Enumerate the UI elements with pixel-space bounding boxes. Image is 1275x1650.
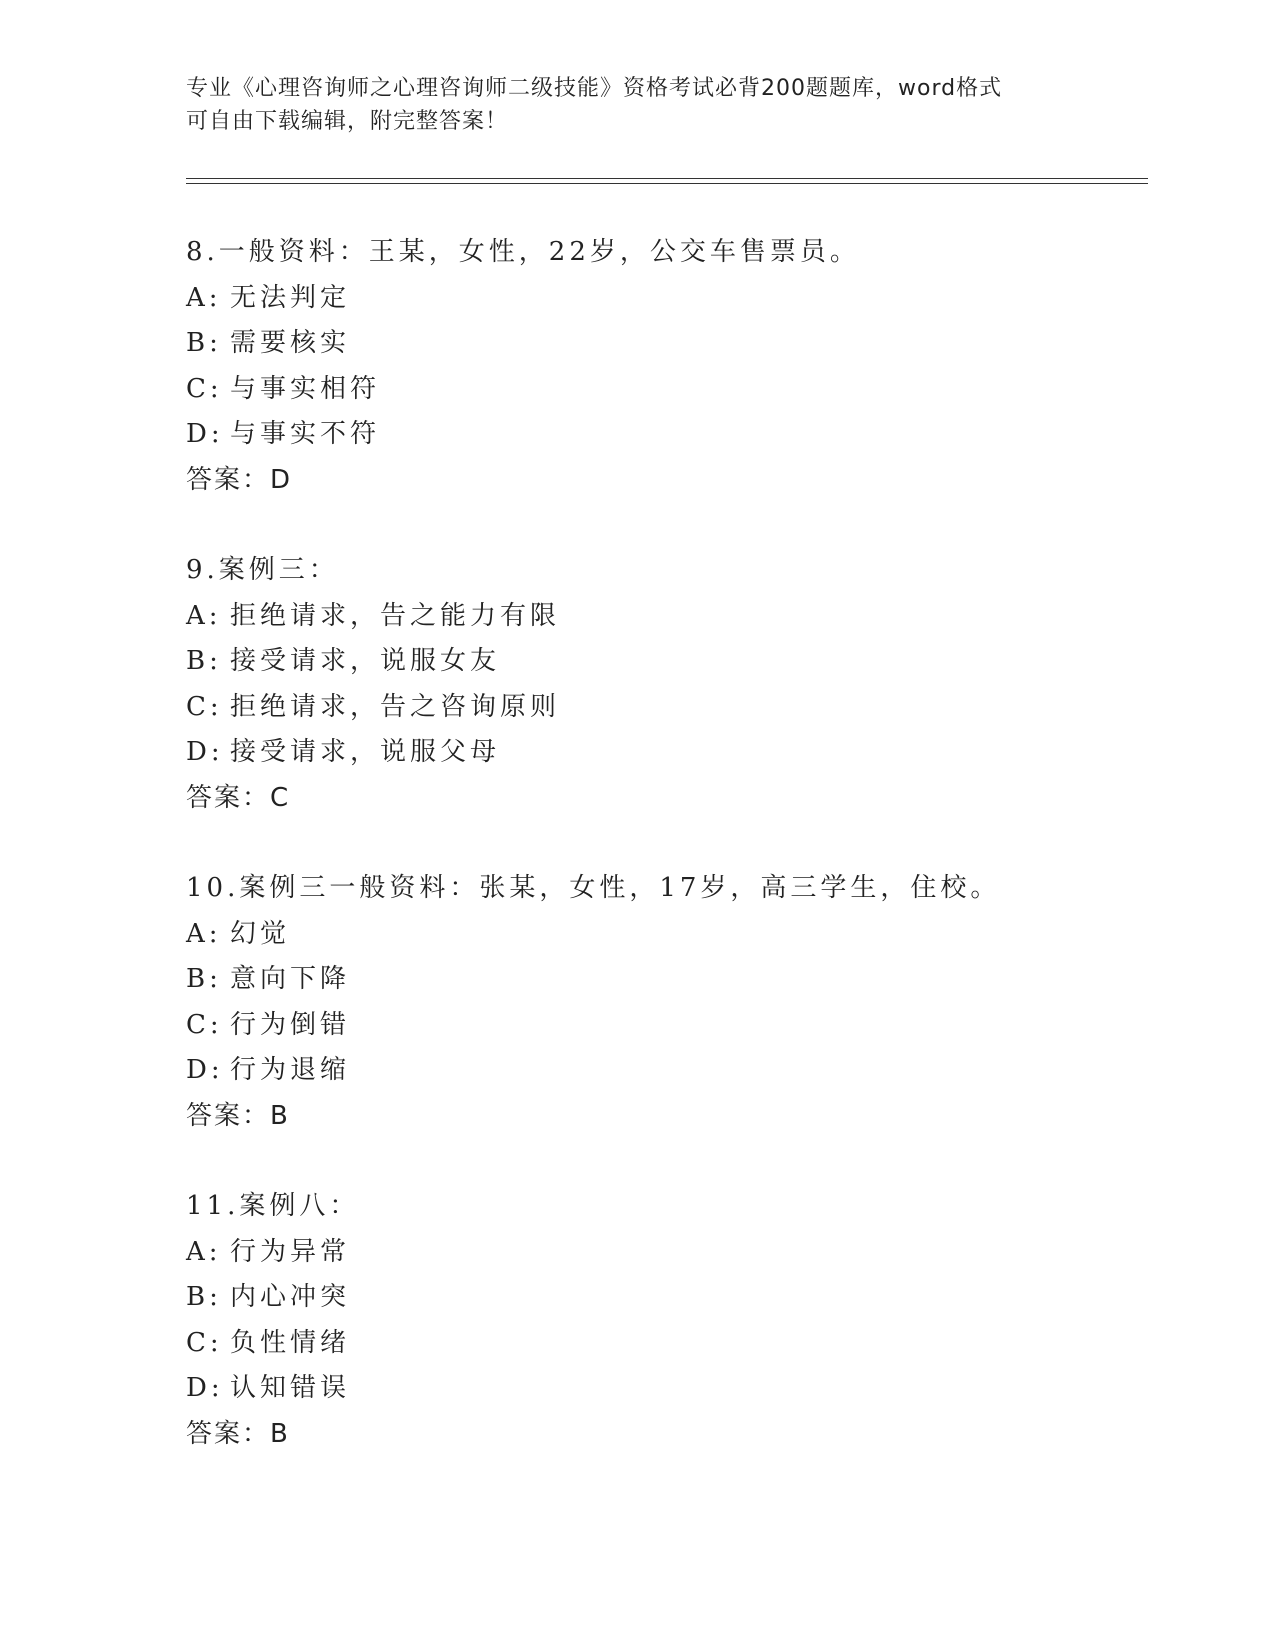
option-text: 内心冲突 (230, 1282, 351, 1312)
option-b (186, 957, 1146, 1003)
option-key: D: (186, 1055, 224, 1085)
option-key: C: (186, 1327, 223, 1358)
option-c (186, 685, 1146, 731)
option-text: 接受请求，说服女友 (230, 646, 501, 676)
question-stem: 10.案例三一般资料：张某，女性，17岁，高三学生，住校。 (186, 873, 1001, 903)
option-text: 与事实相符 (230, 373, 381, 404)
option-text: 无法判定 (230, 282, 351, 313)
option-text: 幻觉 (230, 918, 291, 949)
option-text: 行为退缩 (230, 1055, 351, 1085)
option-text: 行为倒错 (230, 1009, 351, 1040)
question-stem: 11.案例八： (186, 1191, 360, 1221)
option-key: B: (186, 964, 222, 994)
option-text: 认知错误 (230, 1373, 351, 1403)
question-10 (186, 866, 1146, 1139)
option-key: A: (186, 282, 222, 313)
option-text: 负性情绪 (230, 1327, 351, 1358)
option-text: 拒绝请求，告之咨询原则 (230, 691, 561, 722)
option-key: B: (186, 646, 222, 676)
option-d (186, 730, 1146, 776)
option-d (186, 1366, 1146, 1412)
option-c (186, 1003, 1146, 1049)
option-text: 行为异常 (230, 1236, 351, 1267)
option-key: A: (186, 600, 222, 631)
option-a (186, 594, 1146, 640)
option-a (186, 1230, 1146, 1276)
option-key: C: (186, 691, 223, 722)
option-c (186, 1321, 1146, 1367)
question-stem: 9.案例三： (186, 555, 339, 585)
option-key: C: (186, 373, 223, 404)
option-key: A: (186, 1236, 222, 1267)
option-key: A: (186, 918, 222, 949)
option-key: B: (186, 1282, 222, 1312)
option-text: 与事实不符 (230, 419, 381, 449)
option-a (186, 912, 1146, 958)
answer-line: 答案：B (186, 1100, 290, 1131)
option-b (186, 321, 1146, 367)
header-line-2: 可自由下载编辑，附完整答案！ (186, 109, 509, 134)
option-key: C: (186, 1009, 223, 1040)
question-11 (186, 1184, 1146, 1457)
option-text: 接受请求，说服父母 (230, 737, 501, 767)
option-text: 需要核实 (230, 328, 351, 358)
answer-line: 答案：C (186, 782, 291, 813)
header-divider-top (186, 178, 1148, 179)
option-c (186, 367, 1146, 413)
answer-line: 答案：D (186, 464, 293, 495)
option-text: 意向下降 (230, 964, 351, 994)
option-key: D: (186, 419, 224, 449)
question-stem: 8.一般资料：王某，女性，22岁，公交车售票员。 (186, 237, 860, 267)
option-key: D: (186, 737, 224, 767)
header-divider-bottom (186, 183, 1148, 184)
header-line-1: 专业《心理咨询师之心理咨询师二级技能》资格考试必背200题题库，word格式 (186, 76, 1003, 101)
answer-line: 答案：B (186, 1418, 290, 1449)
option-d (186, 1048, 1146, 1094)
option-key: B: (186, 328, 222, 358)
option-b (186, 639, 1146, 685)
question-9 (186, 548, 1146, 821)
document-header (186, 72, 1066, 138)
question-8 (186, 230, 1146, 503)
option-a (186, 276, 1146, 322)
option-key: D: (186, 1373, 224, 1403)
option-d (186, 412, 1146, 458)
option-text: 拒绝请求，告之能力有限 (230, 600, 561, 631)
option-b (186, 1275, 1146, 1321)
